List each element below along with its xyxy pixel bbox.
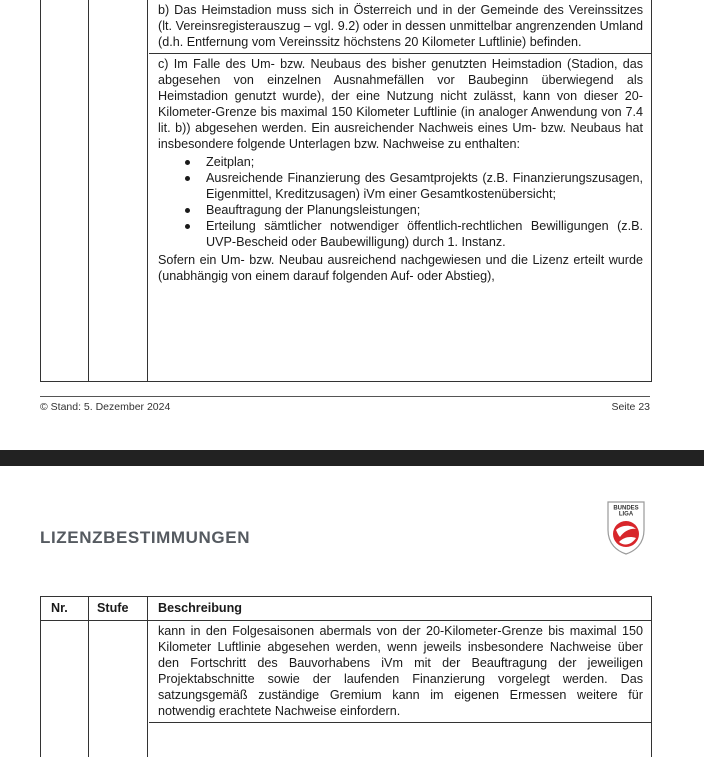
column-beschreibung [149, 0, 651, 287]
svg-text:LIGA: LIGA [618, 511, 634, 518]
list-item: Zeitplan; [158, 154, 643, 170]
document-page-24 [0, 466, 704, 750]
requirements-list [158, 154, 643, 250]
table-header-row [41, 597, 651, 621]
page-title: LIZENZBESTIMMUNGEN [40, 528, 251, 547]
header-beschreibung: Beschreibung [158, 601, 242, 615]
table-cell [149, 621, 651, 723]
page-number: Seite 23 [611, 401, 650, 413]
paragraph-continuation: kann in den Folgesaisonen abermals von der 20-Kilometer-Grenze bis maximal 150 Kilometer Luftlinie abgesehen werden, wenn jeweils insbesondere Nachweise über den Fortschritt des Bauvorhabens iVm mit der Beauftragung der jeweiligen Projektabschnitte sowie der laufenden Finanzierung vorgelegt werden. Das satzungsgemäß zuständige Gremium kann im eigenen Ermessen weitere für notwendig erachtete Nachweise einfordern. [158, 624, 643, 718]
license-table-continued [40, 596, 652, 757]
table-cell [149, 54, 651, 287]
bundesliga-logo [605, 500, 647, 556]
page-separator [0, 450, 704, 466]
column-nr [41, 0, 89, 381]
table-cell [149, 0, 651, 54]
header-stufe: Stufe [97, 601, 129, 615]
column-stufe [89, 597, 148, 757]
column-nr [41, 597, 89, 757]
paragraph-b: b) Das Heimstadion muss sich in Österreich und in der Gemeinde des Vereinssitzes (lt. Vereinsregisterauszug – vgl. 9.2) oder in dessen unmittelbar angrenzenden Umland (d.h. Entfernung vom Vereinssitz höchstens 20 Kilometer Luftlinie) befinden. [158, 3, 643, 49]
paragraph-c-tail: Sofern ein Um- bzw. Neubau ausreichend nachgewiesen und die Lizenz erteilt wurde (unabhängig von einem darauf folgenden Auf- oder Abstieg), [158, 253, 643, 283]
list-item: Erteilung sämtlicher notwendiger öffentlich-rechtlichen Bewilligungen (z.B. UVP-Bescheid oder Baubewilligung) durch 1. Instanz. [158, 218, 643, 250]
footer-date: © Stand: 5. Dezember 2024 [40, 401, 171, 413]
svg-text:BUNDES: BUNDES [613, 505, 639, 512]
paragraph-c: c) Im Falle des Um- bzw. Neubaus des bisher genutzten Heimstadion (Stadion, das abgesehen von einzelnen Ausnahmefällen vor Baubeginn überwiegend als Heimstadion genutzt wurde), der eine Nutzung nicht zulässt, kann von dieser 20-Kilometer-Grenze bis maximal 150 Kilometer Luftlinie (in analoger Anwendung von 7.4 lit. b)) abgesehen werden. Ein ausreichender Nachweis eines Um- bzw. Neubaus hat insbesondere folgende Unterlagen bzw. Nachweise zu enthalten: [158, 57, 643, 151]
list-item: Beauftragung der Planungsleistungen; [158, 202, 643, 218]
list-item: Ausreichende Finanzierung des Gesamtprojekts (z.B. Finanzierungszusagen, Eigenmittel, Kreditzusagen) iVm einer Gesamtkostenübersicht; [158, 170, 643, 202]
column-stufe [89, 0, 148, 381]
page-footer [40, 396, 650, 413]
header-nr: Nr. [51, 601, 68, 615]
license-table [40, 0, 652, 382]
